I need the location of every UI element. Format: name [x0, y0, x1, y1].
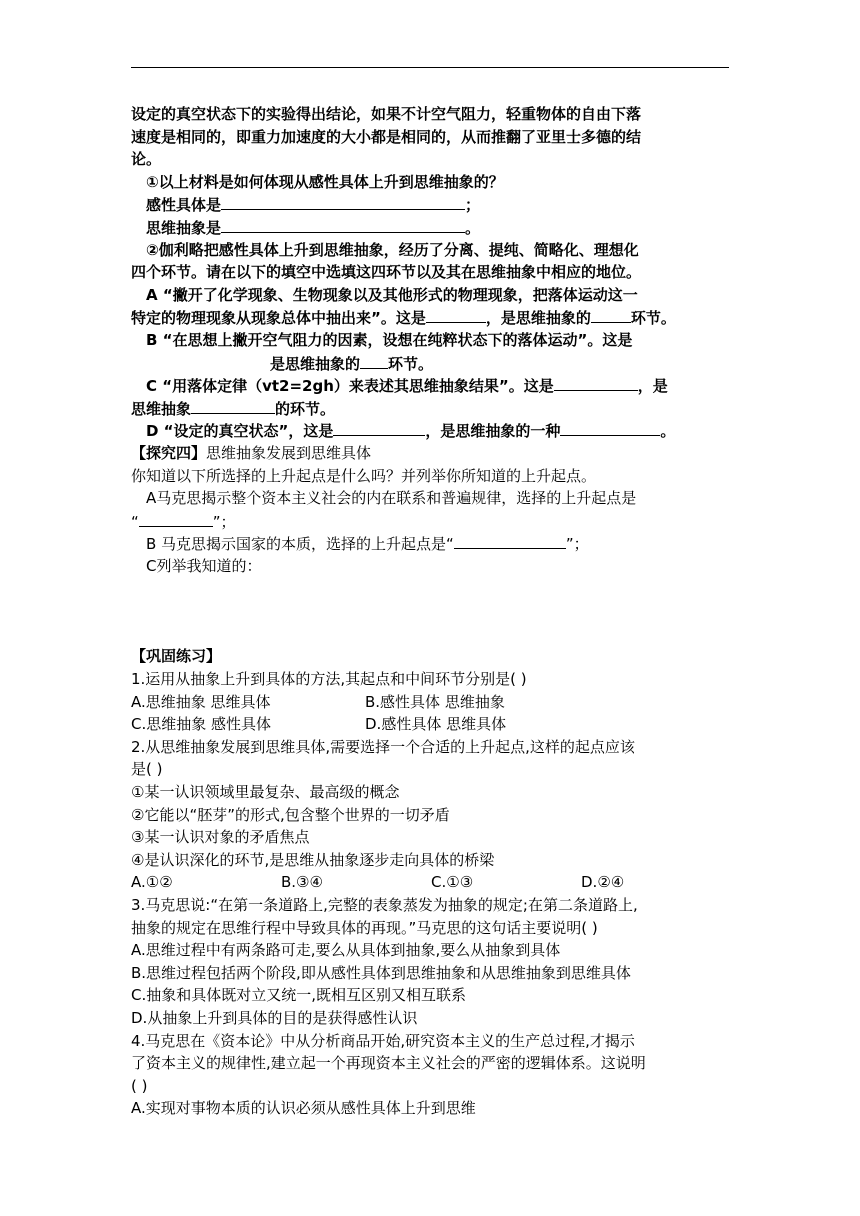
question-4-cont: ( ): [131, 1076, 148, 1095]
question-2-cont: 是( ): [131, 760, 163, 779]
question-1: 1.运用从抽象上升到具体的方法,其起点和中间环节分别是( ): [131, 670, 527, 689]
question-3: 3.马克思说:“在第一条道路上,完整的表象蒸发为抽象的规定;在第二条道路上,: [131, 896, 638, 914]
option-c[interactable]: C.①③: [431, 873, 474, 892]
option-d[interactable]: D.从抽象上升到具体的目的是获得感性认识: [131, 1008, 418, 1027]
option-d[interactable]: D.感性具体 思维具体: [365, 715, 507, 734]
blank-line: 思维抽象 的环节。: [131, 397, 731, 420]
item-c: C “用落体定律（vt2=2gh）来表述其思维抽象结果”。这是 ，是: [131, 374, 731, 397]
paragraph-line: 论。: [131, 150, 162, 169]
answer-blank[interactable]: [554, 374, 638, 391]
answer-blank[interactable]: [221, 193, 465, 210]
option-b[interactable]: B.感性具体 思维抽象: [365, 692, 505, 711]
blank-line: 特定的物理现象从现象总体中抽出来”。这是 ，是思维抽象的 环节。: [131, 306, 731, 329]
options-row: [131, 871, 731, 894]
header-rule: [131, 67, 729, 68]
answer-blank[interactable]: [360, 352, 388, 369]
blank-line: 感性具体是 ；: [131, 193, 731, 216]
answer-blank[interactable]: [560, 419, 660, 436]
question-3-cont: 抽象的规定在思维行程中导致具体的再现。”马克思的这句话主要说明( ): [131, 918, 598, 937]
answer-blank[interactable]: [191, 397, 275, 414]
question-2: 2.从思维抽象发展到思维具体,需要选择一个合适的上升起点,这样的起点应该: [131, 737, 635, 756]
option-a[interactable]: A.思维过程中有两条路可走,要么从具体到抽象,要么从抽象到具体: [131, 941, 561, 960]
statement-4: ④是认识深化的环节,是思维从抽象逐步走向具体的桥梁: [131, 850, 495, 869]
answer-blank[interactable]: [333, 419, 425, 436]
option-a[interactable]: A.实现对事物本质的认识必须从感性具体上升到思维: [131, 1099, 476, 1118]
answer-blank[interactable]: [139, 510, 213, 527]
options-row: [131, 691, 731, 714]
statement-2: ②它能以“胚芽”的形式,包含整个世界的一切矛盾: [131, 805, 450, 824]
option-c[interactable]: C.思维抽象 感性具体: [131, 715, 272, 734]
answer-blank[interactable]: [221, 216, 465, 233]
answer-blank[interactable]: [454, 532, 566, 549]
blank-line: 是思维抽象的 环节。: [131, 352, 731, 375]
option-c[interactable]: C.抽象和具体既对立又统一,既相互区别又相互联系: [131, 986, 467, 1005]
blank-line: B 马克思揭示国家的本质，选择的上升起点是“ ”；: [131, 532, 731, 555]
statement-3: ③某一认识对象的矛盾焦点: [131, 828, 310, 847]
paragraph-line: 设定的真空状态下的实验得出结论，如果不计空气阻力，轻重物体的自由下落: [131, 105, 642, 123]
paragraph-line: 四个环节。请在以下的填空中选填这四环节以及其在思维抽象中相应的地位。: [131, 263, 642, 282]
item-b: B “在思想上撇开空气阻力的因素，设想在纯粹状态下的落体运动”。这是: [146, 330, 633, 349]
option-b[interactable]: B.③④: [281, 873, 323, 892]
paragraph-line: 你知道以下所选择的上升起点是什么吗？并列举你所知道的上升起点。: [131, 466, 597, 485]
blank-line: 思维抽象是 。: [131, 216, 731, 239]
document-body: [131, 103, 731, 1120]
option-b[interactable]: B.思维过程包括两个阶段,即从感性具体到思维抽象和从思维抽象到思维具体: [131, 963, 631, 982]
question-4: 4.马克思在《资本论》中从分析商品开始,研究资本主义的生产总过程,才揭示: [131, 1031, 635, 1050]
options-row: [131, 713, 731, 736]
item-a: A马克思揭示整个资本主义社会的内在联系和普遍规律，选择的上升起点是: [146, 489, 637, 508]
section-heading: 【探究四】思维抽象发展到思维具体: [131, 443, 372, 462]
paragraph-line: 速度是相同的，即重力加速度的大小都是相同的，从而推翻了亚里士多德的结: [131, 127, 642, 146]
question-2: ②伽利略把感性具体上升到思维抽象，经历了分离、提纯、简略化、理想化: [146, 240, 639, 259]
option-a[interactable]: A.思维抽象 思维具体: [131, 692, 271, 711]
item-a: A “撇开了化学现象、生物现象以及其他形式的物理现象，把落体运动这一: [146, 285, 638, 304]
question-1: ①以上材料是如何体现从感性具体上升到思维抽象的？: [146, 172, 504, 191]
blank-line: “ ”；: [131, 510, 731, 533]
item-c: C列举我知道的：: [146, 556, 262, 575]
option-d[interactable]: D.②④: [581, 873, 625, 892]
question-4-cont: 了资本主义的规律性,建立起一个再现资本主义社会的严密的逻辑体系。这说明: [131, 1054, 646, 1073]
section-heading: 【巩固练习】: [131, 647, 222, 666]
option-a[interactable]: A.①②: [131, 873, 173, 892]
statement-1: ①某一认识领域里最复杂、最高级的概念: [131, 783, 400, 802]
answer-blank[interactable]: [591, 306, 631, 323]
item-d: D “设定的真空状态”，这是 ，是思维抽象的一种 。: [131, 419, 731, 442]
answer-blank[interactable]: [426, 306, 486, 323]
